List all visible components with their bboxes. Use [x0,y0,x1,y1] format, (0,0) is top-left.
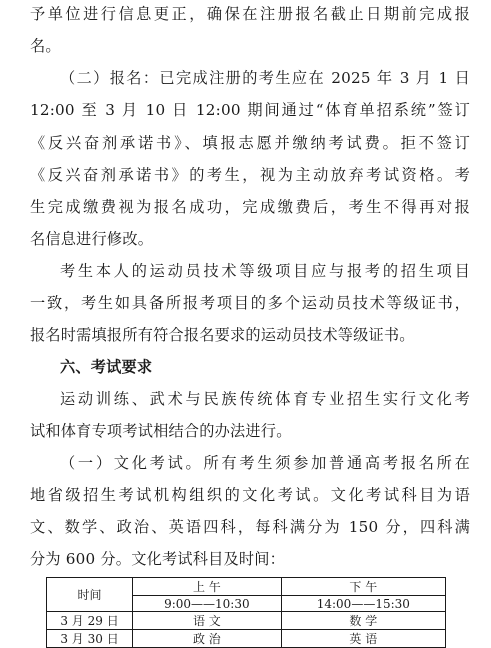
paragraph-line: 分为 600 分。文化考试科目及时间： [30,550,286,568]
paragraph-line: 一致，考生如具备所报考项目的多个运动员技术等级证书， [30,294,470,312]
subject-cell: 英 语 [281,630,445,648]
subject-cell: 数 学 [281,612,445,630]
paragraph-line: 考生本人的运动员技术等级项目应与报考的招生项目 [60,262,470,280]
paragraph-line: 12:00 至 3 月 10 日 12:00 期间通过“体育单招系统”签订 [30,101,470,119]
paragraph-line: 地省级招生考试机构组织的文化考试。文化考试科目为语 [30,486,470,504]
paragraph-line: 名信息进行修改。 [30,230,154,248]
paragraph-line: 试和体育专项考试相结合的办法进行。 [30,422,292,440]
paragraph-line: （一）文化考试。所有考生须参加普通高考报名所在 [60,454,470,472]
exam-schedule-table [46,577,446,648]
paragraph-line: 《反兴奋剂承诺书》、填报志愿并缴纳考试费。拒不签订 [30,134,470,152]
paragraph-line: 运动训练、武术与民族传统体育专业招生实行文化考 [60,390,470,408]
morning-time-cell: 9:00——10:30 [133,596,282,612]
time-header-cell: 时间 [47,578,133,612]
paragraph-line: 文、数学、政治、英语四科，每科满分为 150 分，四科满 [30,518,470,536]
table-header-row [47,578,446,596]
section-heading: 六、考试要求 [60,358,153,376]
paragraph-line: （二）报名：已完成注册的考生应在 2025 年 3 月 1 日 [60,69,470,87]
paragraph-line: 《反兴奋剂承诺书》的考生，视为主动放弃考试资格。考 [30,166,470,184]
paragraph-line: 予单位进行信息更正，确保在注册报名截止日期前完成报 [30,5,470,23]
morning-header-cell: 上 午 [133,578,282,596]
subject-cell: 政 治 [133,630,282,648]
afternoon-header-cell: 下 午 [281,578,445,596]
paragraph-line: 报名时需填报所有符合报名要求的运动员技术等级证书。 [30,326,415,344]
date-cell: 3 月 30 日 [47,630,133,648]
table-row [47,612,446,630]
date-cell: 3 月 29 日 [47,612,133,630]
afternoon-time-cell: 14:00——15:30 [281,596,445,612]
paragraph-line: 名。 [30,37,61,55]
paragraph-line: 生完成缴费视为报名成功，完成缴费后，考生不得再对报 [30,198,470,216]
subject-cell: 语 文 [133,612,282,630]
